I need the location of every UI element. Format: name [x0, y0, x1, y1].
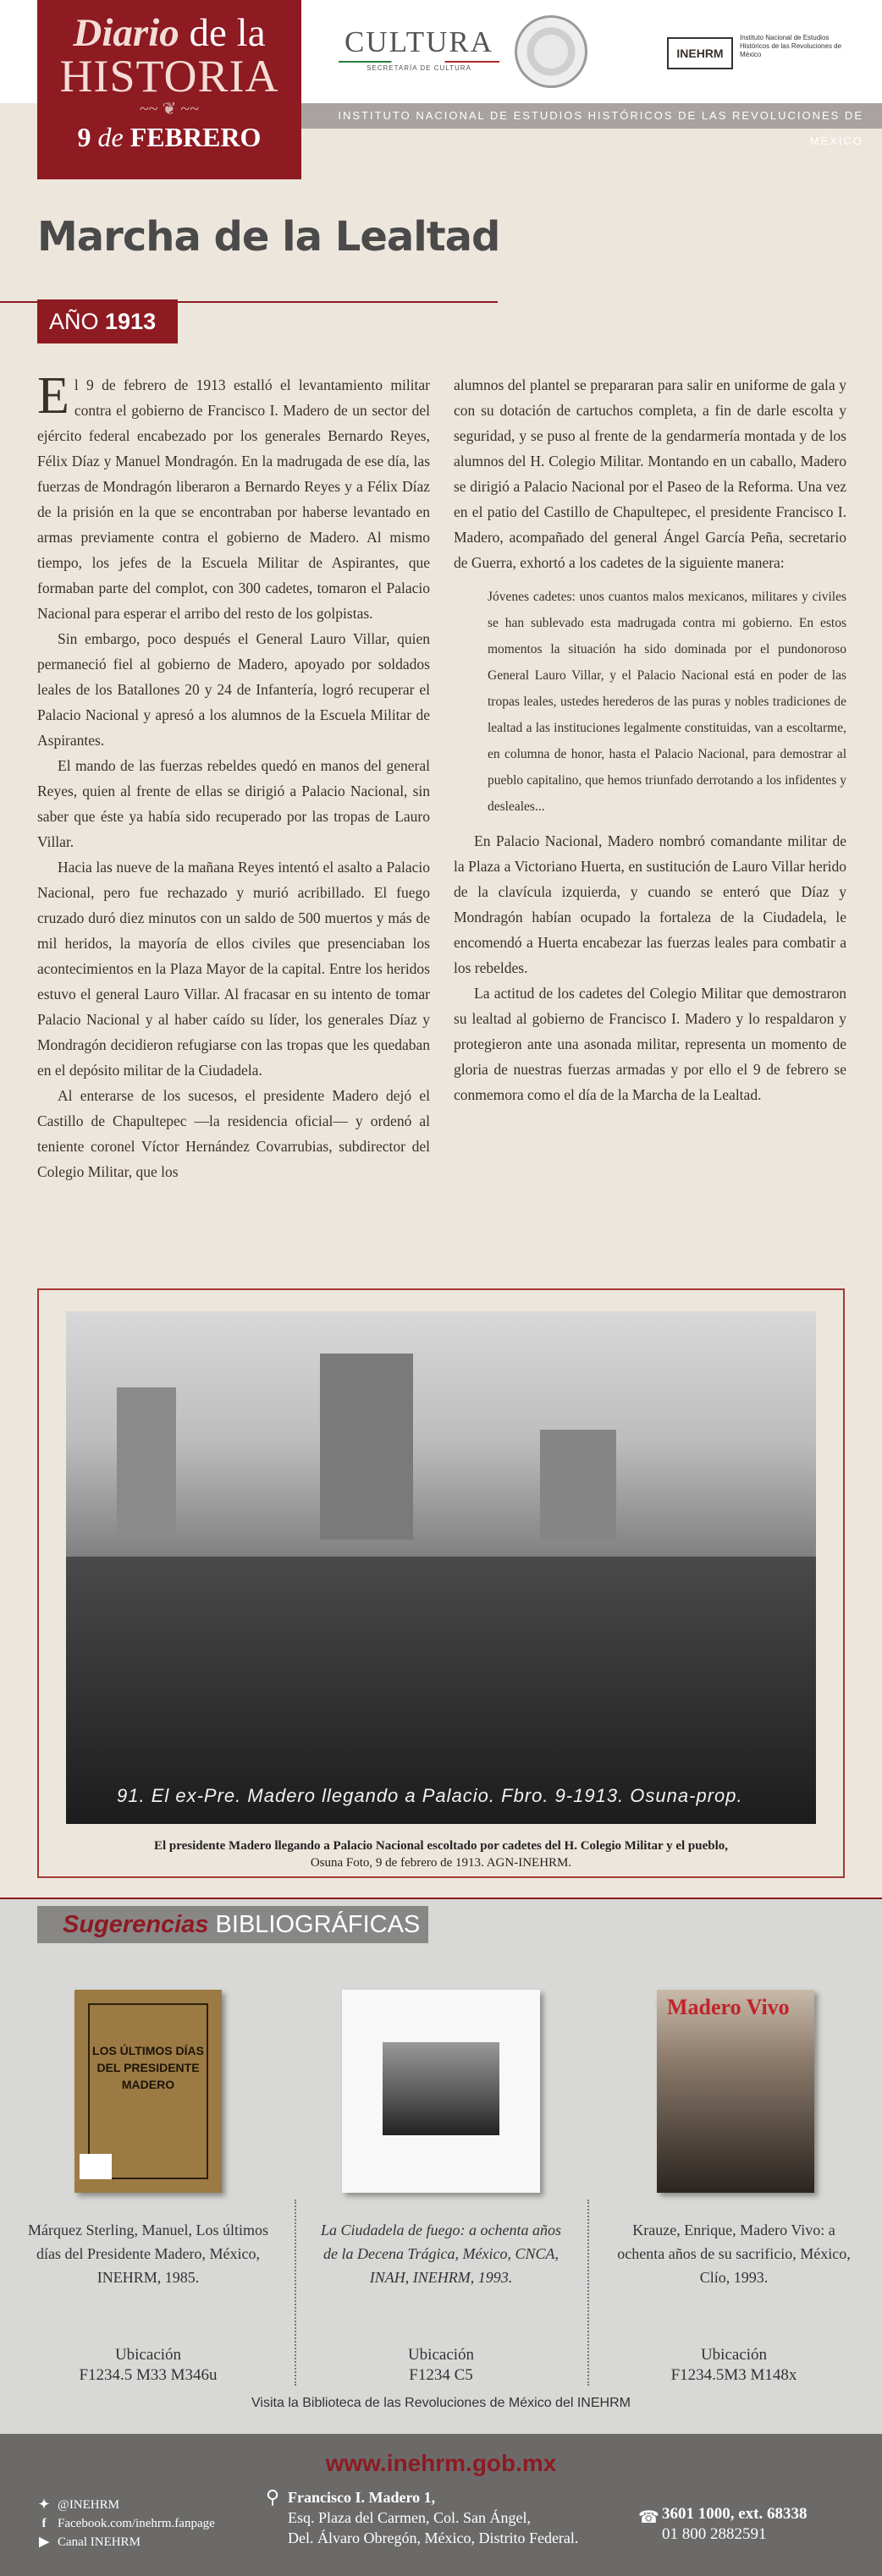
logo-date: 9 de FEBRERO: [77, 122, 262, 152]
drop-cap: E: [37, 367, 69, 425]
phone-icon: ☎: [638, 2508, 659, 2527]
book-cover-3-title: Madero Vivo: [667, 1995, 790, 2019]
address: ⚲ Francisco I. Madero 1, Esq. Plaza del Carmen, Col. San Ángel, Del. Álvaro Obregón, México, Distrito Federal.: [266, 2486, 579, 2546]
twitter-icon: ✦: [38, 2498, 50, 2512]
book-3-location: Ubicación F1234.5M3 M148x: [670, 2346, 797, 2384]
logo-word2: de la: [189, 11, 266, 55]
book-2-citation: La Ciudadela de fuego: a ochenta años de la Decena Trágica, México, CNCA, INAH, INEHRM, 1993.: [321, 2222, 561, 2286]
photo-inscription: 91. El ex-Pre. Madero llegando a Palacio. Fbro. 9-1913. Osuna-prop.: [117, 1785, 743, 1806]
facebook-link[interactable]: f Facebook.com/inehrm.fanpage: [37, 2514, 215, 2533]
historic-photo: [66, 1311, 816, 1824]
inehrm-logo: [667, 34, 845, 69]
inehrm-box: INEHRM: [667, 37, 733, 69]
book-cover-3[interactable]: [657, 1990, 814, 2193]
library-visit-note: Visita la Biblioteca de las Revoluciones de México del INEHRM: [251, 2396, 631, 2410]
diario-logo: [37, 0, 301, 179]
divider-2: [587, 2200, 589, 2386]
divider-1: [295, 2200, 296, 2386]
year-badge: AÑO 1913: [37, 299, 178, 343]
logo-ornament: ~~ ❦ ~~: [139, 100, 200, 118]
logo-word1: Diario: [73, 11, 179, 55]
book-3-citation: Krauze, Enrique, Madero Vivo: a ochenta años de su sacrificio, México, Clío, 1993.: [617, 2222, 851, 2286]
paragraph-2: Sin embargo, poco después el General Lauro Villar, quien permaneció fiel al gobierno de Madero, apoyado por soldados leales de los Batallones 20 y 24 de Infantería, logró recuperar el Palacio Nacional y apresó a los alumnos de la Escuela Militar de Aspirantes.: [37, 630, 430, 749]
phone-numbers: ☎ 3601 1000, ext. 68338 01 800 2882591: [638, 2505, 808, 2543]
paragraph-4: Hacia las nueve de la mañana Reyes intentó el asalto a Palacio Nacional, pero fue rechazado y murió acribillado. El fuego cruzado duró diez minutos con un saldo de 500 muertos y más de mil heridos, la mayoría de ellos civiles que presenciaban los acontecimientos en la Plaza Mayor de la capital. Entre los heridos estuvo el general Lauro Villar. Al fracasar en su intento de tomar Palacio Nacional y al haber caído su líder, los generales Díaz y Mondragón decidieron refugiarse con las tropas que les quedaban en el depósito militar de la Ciudadela.: [37, 859, 430, 1079]
book-cover-2[interactable]: [342, 1990, 540, 2193]
article-column-2: [454, 372, 846, 1107]
logo-historia: HISTORIA: [59, 51, 279, 102]
book-2-location: Ubicación F1234 C5: [407, 2346, 475, 2384]
location-pin-icon: ⚲: [266, 2486, 280, 2507]
cultura-name: CULTURA: [344, 25, 494, 58]
website-link[interactable]: www.inehrm.gob.mx: [325, 2450, 557, 2476]
social-links: [37, 2496, 215, 2551]
paragraph-5: Al enterarse de los sucesos, el presidente Madero dejó el Castillo de Chapultepec —la residencia oficial— y ordenó al teniente coronel Víctor Hernández Covarrubias, subdirector del Colegio Militar, que los: [37, 1087, 430, 1180]
cultura-logo: [339, 25, 499, 72]
paragraph-8: La actitud de los cadetes del Colegio Militar que demostraron su lealtad al gobierno de Francisco I. Madero y lo respaldaron y protegieron ante una asonada militar, representa un momento de gloria de nuestras fuerzas armadas y por ello el 9 de febrero se conmemora como el día de la Marcha de la Lealtad.: [454, 985, 846, 1103]
book-cover-1-title: LOS ÚLTIMOS DÍAS DEL PRESIDENTE MADERO: [88, 2003, 208, 2179]
paragraph-7: En Palacio Nacional, Madero nombró comandante militar de la Plaza a Victoriano Huerta, en sustitución de Lauro Villar herido de la clavícula izquierda, y cuando se enteró que Díaz y Mondragón habían ocupado la fortaleza de la Ciudadela, le encomendó a Huerta encabezar las fuerzas leales para combatir a los rebeldes.: [454, 832, 846, 976]
youtube-link[interactable]: ▶ Canal INEHRM: [37, 2533, 215, 2551]
paragraph-6: alumnos del plantel se prepararan para salir en uniforme de gala y con su dotación de cartuchos completa, a fin de darle escolta y seguridad, y se puso al frente de la gendarmería montada y de los alumnos del H. Colegio Militar. Montando en un caballo, Madero se dirigió a Palacio Nacional por el Paseo de la Reforma. Una vez en el patio del Castillo de Chapultepec, el presidente Francisco I. Madero, acompañado del general Ángel García Peña, secretario de Guerra, exhortó a los cadetes de la siguiente manera:: [454, 376, 846, 571]
madero-quote: Jóvenes cadetes: unos cuantos malos mexicanos, militares y civiles se han sublevado esta madrugada contra mi gobierno. En estos momentos la situación ha sido dominada por el pundonoroso General Lauro Villar, y el Palacio Nacional está en poder de las tropas leales, ustedes herederos de las puras y nobles tradiciones de lealtad a las instituciones legalmente constituidas, van a escoltarme, en columna de honor, hasta el Palacio Nacional, para demostrar al pueblo capitalino, que hemos triunfado derrotando a los infidentes y desleales...: [488, 590, 846, 814]
book-1-citation: Márquez Sterling, Manuel, Los últimos días del Presidente Madero, México, INEHRM, 1985.: [28, 2222, 268, 2286]
inehrm-text: Instituto Nacional de Estudios Históricos de las Revoluciones de México: [740, 34, 842, 58]
national-seal-icon: [515, 15, 587, 88]
institute-bar: INSTITUTO NACIONAL DE ESTUDIOS HISTÓRICOS DE LAS REVOLUCIONES DE MÉXICO: [288, 103, 882, 129]
facebook-icon: f: [41, 2517, 47, 2530]
article-column-1: [37, 367, 430, 1184]
page-title: Marcha de la Lealtad: [37, 213, 500, 261]
photo-caption: El presidente Madero llegando a Palacio Nacional escoltado por cadetes del H. Colegio Militar y el pueblo, Osuna Foto, 9 de febrero de 1913. AGN-INEHRM.: [153, 1839, 729, 1870]
paragraph-1: El 9 de febrero de 1913 estalló el levantamiento militar contra el gobierno de Francisco I. Madero de un sector del ejército federal encabezado por los generales Bernardo Reyes, Félix Díaz y Manuel Mondragón. En la madrugada de ese día, las fuerzas de Mondragón liberaron a Bernardo Reyes y a Félix Díaz de la prisión en la que se encontraban por haberse levantado en armas previamente contra el gobierno de Madero. Al mismo tiempo, los jefes de la Escuela Militar de Aspirantes, que formaban parte del complot, con 300 cadetes, tomaron el Palacio Nacional para esperar el arribo del resto de los golpistas.: [37, 367, 430, 622]
library-sticker: [80, 2154, 112, 2179]
book-1-location: Ubicación F1234.5 M33 M346u: [79, 2346, 218, 2384]
cultura-sub: SECRETARÍA DE CULTURA: [367, 64, 471, 72]
youtube-icon: ▶: [39, 2535, 49, 2549]
twitter-link[interactable]: ✦ @INEHRM: [37, 2496, 215, 2514]
paragraph-3: El mando de las fuerzas rebeldes quedó en manos del general Reyes, quien al frente de ellas se dirigió a Palacio Nacional, sin saber que éste ya había sido recuperado por las tropas de Lauro Villar.: [37, 757, 430, 850]
book-cover-1[interactable]: [74, 1990, 222, 2193]
book-cover-2-image: [383, 2042, 499, 2135]
suggestions-title: Sugerencias BIBLIOGRÁFICAS: [37, 1906, 428, 1943]
